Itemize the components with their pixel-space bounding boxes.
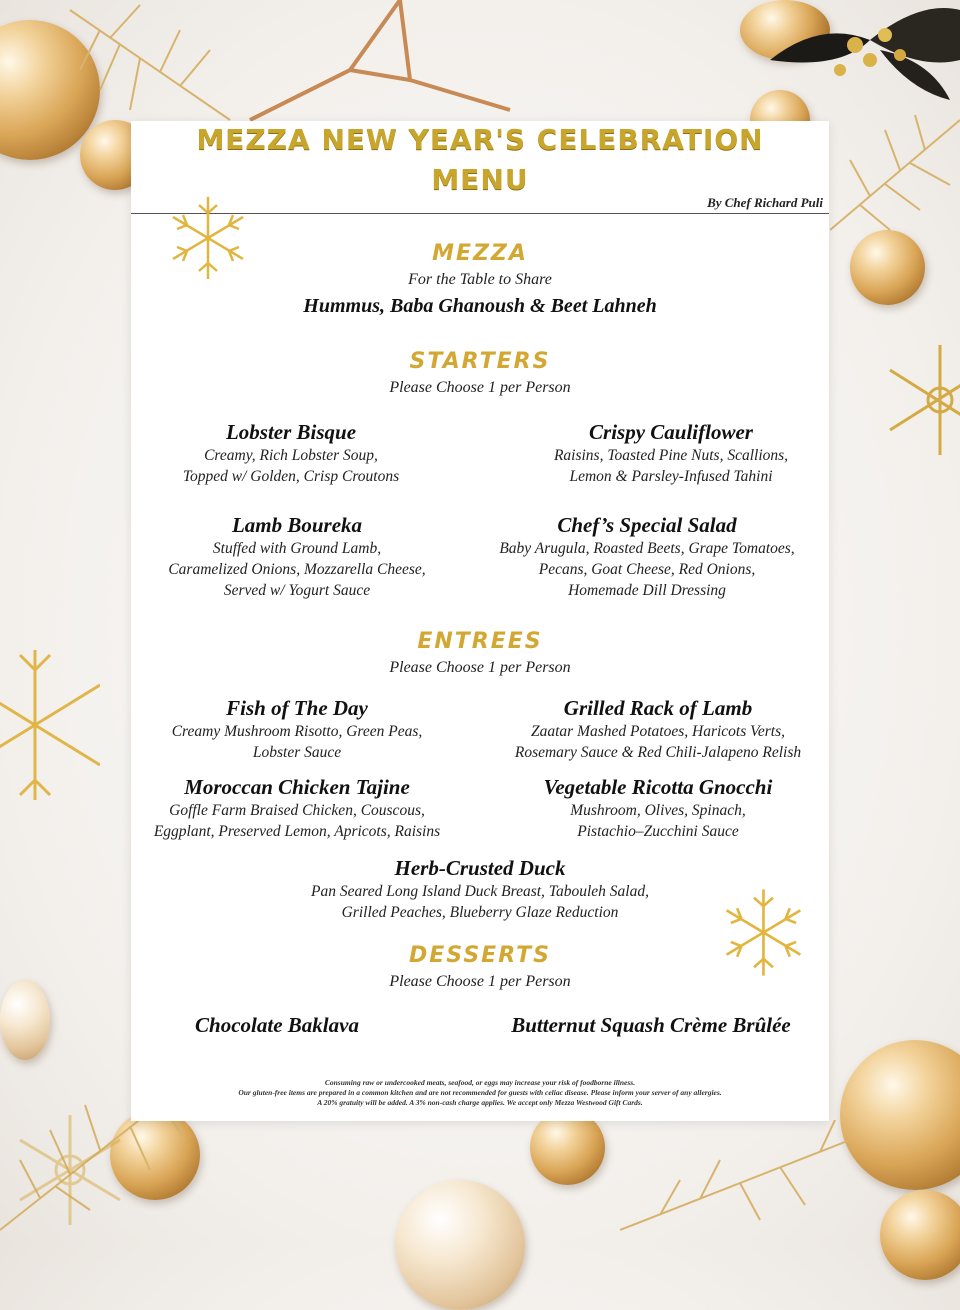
footer-disclaimer: A 20% gratuity will be added. A 3% non-cash charge applies. We accept only Mezza Westwood Gift Cards. (317, 1098, 643, 1107)
item-desc: Rosemary Sauce & Red Chili-Jalapeno Relish (514, 744, 802, 761)
menu-item (131, 420, 451, 487)
item-name: Fish of The Day (226, 696, 368, 720)
item-desc: Caramelized Onions, Mozzarella Cheese, (168, 561, 426, 578)
section-heading-mezza: MEZZA (432, 241, 528, 266)
item-desc: Creamy Mushroom Risotto, Green Peas, (171, 723, 423, 740)
ornament-ball-icon (530, 1110, 605, 1185)
menu-card (131, 121, 829, 1121)
section-heading-starters: STARTERS (409, 349, 551, 374)
menu-item (131, 775, 463, 842)
ornament-ball-icon (850, 230, 925, 305)
starters-subtitle: Please Choose 1 per Person (389, 379, 571, 396)
item-desc: Eggplant, Preserved Lemon, Apricots, Raisins (153, 823, 441, 840)
chef-byline: By Chef Richard Puli (707, 195, 823, 210)
ornament-ball-icon (0, 980, 50, 1060)
section-heading-desserts: DESSERTS (408, 943, 552, 968)
dessert-item (131, 1013, 423, 1038)
section-heading-entrees: ENTREES (417, 629, 543, 654)
item-name: Vegetable Ricotta Gnocchi (543, 775, 773, 799)
ornament-ball-icon (395, 1180, 525, 1310)
item-desc: Grilled Peaches, Blueberry Glaze Reduction (341, 904, 619, 921)
ornament-ball-icon (880, 1190, 960, 1280)
item-name: Grilled Rack of Lamb (563, 696, 753, 720)
footer-disclaimer: Consuming raw or undercooked meats, seafood, or eggs may increase your risk of foodborne illness. (324, 1078, 636, 1087)
pine-branch-icon (60, 0, 240, 130)
item-desc: Zaatar Mashed Potatoes, Haricots Verts, (530, 723, 786, 740)
item-desc: Pistachio–Zucchini Sauce (577, 823, 739, 840)
entrees-subtitle: Please Choose 1 per Person (389, 659, 571, 676)
menu-item (481, 696, 835, 763)
dessert-item (471, 1013, 831, 1038)
item-desc: Homemade Dill Dressing (568, 582, 726, 599)
item-desc: Raisins, Toasted Pine Nuts, Scallions, (553, 447, 789, 464)
item-name: Butternut Squash Crème Brûlée (511, 1013, 791, 1037)
pine-branch-icon (620, 1120, 860, 1243)
item-name: Lamb Boureka (231, 513, 363, 537)
mezza-subtitle: For the Table to Share (408, 271, 552, 288)
snowflake-icon (885, 340, 960, 460)
snowflake-icon (10, 1110, 130, 1230)
snowflake-icon (0, 640, 100, 810)
item-desc: Goffle Farm Braised Chicken, Couscous, (169, 802, 425, 819)
item-desc: Baby Arugula, Roasted Beets, Grape Tomatoes, (499, 540, 795, 557)
item-desc: Mushroom, Olives, Spinach, (570, 802, 746, 819)
item-name: Lobster Bisque (225, 420, 357, 444)
item-desc: Served w/ Yogurt Sauce (223, 582, 371, 599)
desserts-subtitle: Please Choose 1 per Person (389, 973, 571, 990)
menu-item (131, 513, 463, 601)
item-name: Crispy Cauliflower (589, 420, 753, 444)
item-name: Herb-Crusted Duck (394, 856, 566, 880)
footer-disclaimer: Our gluten-free items are prepared in a common kitchen and are not recommended for guests with celiac disease. Please inform your server of any allergies. (238, 1088, 722, 1097)
item-name: Moroccan Chicken Tajine (184, 775, 410, 799)
menu-item (481, 775, 835, 842)
item-desc: Stuffed with Ground Lamb, (212, 540, 382, 557)
item-name: Chef’s Special Salad (557, 513, 737, 537)
item-name: Chocolate Baklava (195, 1013, 359, 1037)
item-desc: Pecans, Goat Cheese, Red Onions, (538, 561, 756, 578)
menu-item (131, 856, 829, 923)
item-desc: Lemon & Parsley-Infused Tahini (569, 468, 773, 485)
menu-item (131, 696, 463, 763)
menu-item (467, 513, 827, 601)
holly-icon (760, 0, 960, 110)
menu-title-line2: MENU (431, 163, 529, 196)
item-desc: Pan Seared Long Island Duck Breast, Tabouleh Salad, (311, 883, 649, 900)
pine-branch-icon (830, 110, 960, 240)
item-desc: Topped w/ Golden, Crisp Croutons (182, 468, 400, 485)
menu-item (471, 420, 871, 487)
star-ornament-icon (220, 0, 520, 130)
item-desc: Lobster Sauce (252, 744, 342, 761)
mezza-item: Hummus, Baba Ghanoush & Beet Lahneh (303, 295, 657, 317)
item-desc: Creamy, Rich Lobster Soup, (204, 447, 378, 464)
menu-title-line1: MEZZA NEW YEAR'S CELEBRATION (196, 123, 764, 156)
